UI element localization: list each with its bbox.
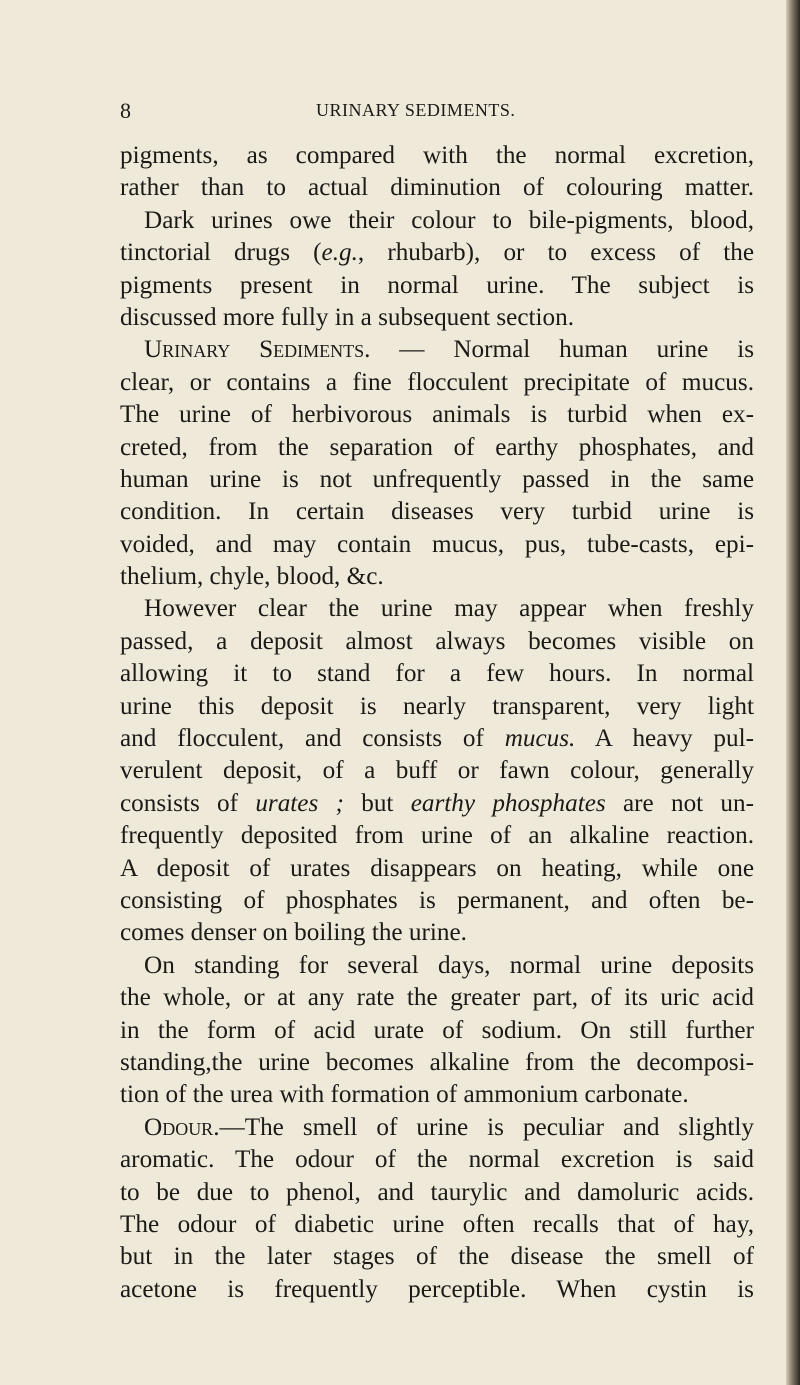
text-line: However clear the urine may appear when freshly (144, 595, 754, 623)
text-line: urine this deposit is nearly transparent, very light (120, 692, 754, 720)
text-line: allowing it to stand for a few hours. In normal (120, 660, 754, 688)
text-line: condition. In certain diseases very turbid urine is (120, 498, 754, 526)
text-line: rather than to actual diminution of colouring matter. (120, 174, 754, 202)
text-line: to be due to phenol, and taurylic and damoluric acids. (120, 1178, 754, 1206)
section-heading: Urinary Sediments. (144, 336, 371, 364)
text-line: The urine of herbivorous animals is turbid when ex- (120, 401, 754, 429)
text-line: pigments present in normal urine. The subject is (120, 271, 754, 299)
text-run: — Normal human urine is (370, 336, 755, 364)
text-line: aromatic. The odour of the normal excretion is said (120, 1146, 754, 1174)
italic-run: earthy phosphates (410, 789, 606, 817)
text-line: human urine is not unfrequently passed in the same (120, 465, 754, 493)
page-header (120, 98, 750, 128)
text-line: but in the later stages of the disease the smell of (120, 1243, 754, 1271)
text-line: creted, from the separation of earthy phosphates, and (120, 433, 754, 461)
text-line (120, 334, 754, 366)
text-run: —The smell of urine is peculiar and slightly (219, 1113, 754, 1141)
text-line: pigments, as compared with the normal excretion, (120, 142, 754, 169)
text-line: frequently deposited from urine of an alkaline reaction. (120, 822, 754, 850)
body-text (120, 140, 754, 1306)
text-run: consists of (120, 789, 256, 817)
text-run: tinctorial drugs ( (120, 239, 322, 267)
text-line: verulent deposit, of a buff or fawn colour, generally (120, 757, 754, 785)
text-line: passed, a deposit almost always becomes visible on (120, 627, 754, 655)
text-line: clear, or contains a fine flocculent precipitate of mucus. (120, 368, 754, 396)
page-edge-shadow (786, 0, 800, 1385)
text-run: , rhubarb), or to excess of the (357, 239, 754, 267)
text-line: in the form of acid urate of sodium. On still further (120, 1016, 754, 1044)
italic-run: mucus. (504, 725, 576, 753)
page-number: 8 (120, 98, 131, 123)
text-line: thelium, chyle, blood, &c. (120, 563, 384, 591)
running-head: URINARY SEDIMENTS. (316, 100, 516, 120)
italic-run: e.g. (321, 239, 358, 267)
text-line: consisting of phosphates is permanent, and often be- (120, 886, 754, 914)
text-line (120, 788, 754, 820)
text-line: tion of the urea with formation of ammonium carbonate. (120, 1081, 689, 1109)
text-line: voided, and may contain mucus, pus, tube-casts, epi- (120, 530, 754, 558)
text-line (120, 723, 754, 755)
text-run: are not un- (605, 789, 755, 817)
text-line: comes denser on boiling the urine. (120, 919, 467, 947)
text-line: acetone is frequently perceptible. When cystin is (120, 1275, 754, 1303)
text-line: discussed more fully in a subsequent section. (120, 303, 574, 331)
text-run: and flocculent, and consists of (120, 725, 505, 753)
text-line: A deposit of urates disappears on heating, while one (120, 854, 754, 882)
text-line (120, 237, 754, 269)
text-run: but (343, 789, 411, 817)
text-run: A heavy pul- (575, 725, 755, 753)
text-line: The odour of diabetic urine often recalls that of hay, (120, 1210, 754, 1238)
text-line (120, 1112, 754, 1144)
text-line: standing,the urine becomes alkaline from the decomposi- (120, 1048, 754, 1076)
italic-run: urates ; (255, 789, 344, 817)
text-line: the whole, or at any rate the greater part, of its uric acid (120, 984, 754, 1012)
text-line: Dark urines owe their colour to bile-pigments, blood, (144, 206, 754, 234)
section-heading: Odour. (144, 1113, 220, 1141)
text-line: On standing for several days, normal urine deposits (144, 951, 754, 979)
